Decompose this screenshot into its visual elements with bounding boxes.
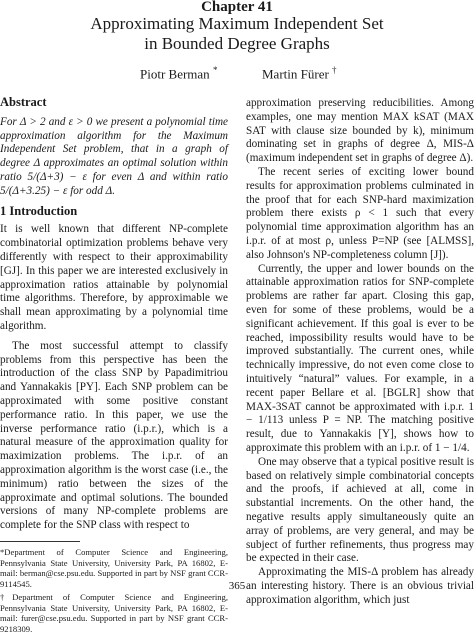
chapter-label: Chapter 41 [201,0,273,15]
footnote-1: *Department of Computer Science and Engineering, Pennsylvania State University, University Park, PA 16802, E-mail: berman@cse.psu.edu. Supported in part by NSF grant CCR-9114545. [0,546,228,589]
abstract-text: For Δ > 2 and ε > 0 we present a polynomial time approximation algorithm for the Maximum Independent Set problem, that in a graph of degree Δ approximates an optimal solution within ratio 5/(Δ+3) − ε for even Δ and within ratio 5/(Δ+3.25) − ε for odd Δ. [0,115,228,197]
right-paragraph-5: Approximating the MIS-Δ problem has already an interesting history. There is an obvious trivial approximation algorithm, which just [246,566,474,606]
intro-paragraph-1: It is well known that different NP-complete combinatorial optimization problems behave very differently with respect to their approximability [GJ]. In this paper we are interested exclusively in approximation ratios attainable by polynomial time algorithms. Therefore, by approximable we shall mean approximating by a polynomial time algorithm. [0,223,228,332]
footnote-rule [0,541,80,542]
footnote-2: †Department of Computer Science and Engineering, Pennsylvania State University, University Park, PA 16802, E-mail: furer@cse.psu.edu. Supported in part by NSF grant CCR-9218309. [0,592,228,635]
right-paragraph-4: One may observe that a typical positive result is based on relatively simple combinatorial concepts and the proofs, if achieved at all, come in substantial increments. On the other hand, the negative results apply simultaneously quite an array of problems, are very general, and may be subject of further refinements, thus progress may be expected in their case. [246,455,474,565]
author-2: Martin Fürer † [262,65,337,82]
right-paragraph-3: Currently, the upper and lower bounds on the attainable approximation ratios for SNP-complete problems are rather far apart. Closing this gap, even for some of these problems, would be a significant achievement. If this goal is ever to be reached, impossibility results would have to be improved substantially. The current ones, while technically impressive, do not even come close to intuitively “natural” values. For example, in a recent paper Bellare et al. [BGLR] show that MAX-3SAT cannot be approximated with i.p.r. 1 − 1/113 unless P = NP. The matching positive result, due to Yannakakis [Y], shows how to approximate this problem with an i.p.r. of 1 − 1/4. [246,262,474,454]
author-1: Piotr Berman * [140,65,218,82]
intro-paragraph-2: The most successful attempt to classify problems from this perspective has been the introduction of the class SNP by Papadimitriou and Yannakakis [PY]. Each SNP problem can be approximated with some positive constant performance ratio. In this paper, we use the inverse performance ratio (i.p.r.), which is a natural measure of the approximation quality for maximization problems. The i.p.r. of an approximation algorithm is the worst case (i.e., the minimum) ratio between the sizes of the approximate and optimal solutions. The bounded versions of many NP-complete problems are complete for the SNP class with respect to [0,339,228,532]
right-paragraph-2: The recent series of exciting lower bound results for approximation problems culminated in the proof that for each SNP-hard maximization problem there exists ρ < 1 such that every polynomial time approximation algorithm has an i.p.r. of at most ρ, unless P=NP (see [ALMSS], also Johnson's NP-completeness column [J]). [246,165,474,261]
author-2-footnote-mark: † [332,65,337,75]
left-column [0,96,228,638]
right-paragraph-1: approximation preserving reducibilities. Among examples, one may mention MAX kSAT (MAX SAT with clause size bounded by k), minimum dominating set in graphs of degree Δ, MIS-Δ (maximum independent set in graphs of degree Δ). [246,97,474,165]
title-line-2: in Bounded Degree Graphs [144,34,330,53]
author-1-footnote-mark: * [212,65,218,75]
title-line-1: Approximating Maximum Independent Set [90,14,384,33]
right-column [246,97,474,607]
paper-title [0,14,474,54]
page-number: 365 [228,580,246,592]
section-heading-introduction: 1 Introduction [0,203,78,218]
abstract-heading: Abstract [0,95,47,109]
